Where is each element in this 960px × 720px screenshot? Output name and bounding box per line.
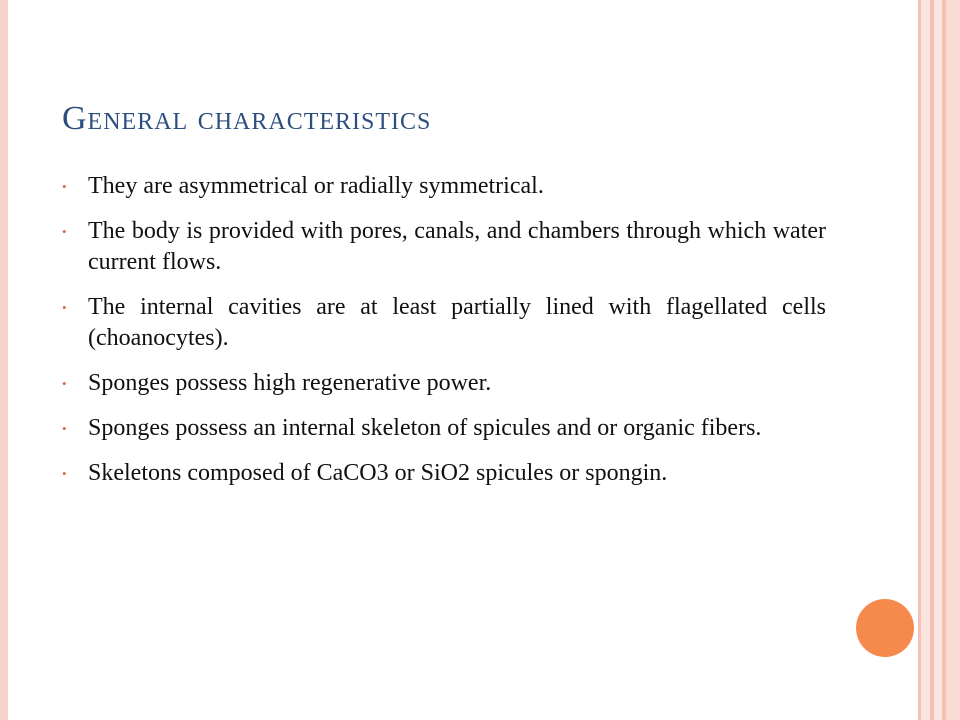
bullet-item — [62, 171, 826, 202]
bullet-text: The internal cavities are at least partially lined with flagellated cells (choanocytes). — [88, 294, 826, 351]
bullet-text: Sponges possess an internal skeleton of spicules and or organic fibers. — [88, 415, 762, 441]
bullet-text: They are asymmetrical or radially symmetrical. — [88, 173, 544, 199]
bullet-dot-icon: • — [62, 376, 67, 391]
bullet-dot-icon: • — [62, 300, 67, 315]
right-frame-stripe — [934, 0, 942, 720]
bullet-dot-icon: • — [62, 421, 67, 436]
slide-title: General characteristics — [62, 100, 432, 137]
bullet-dot-icon: • — [62, 466, 67, 481]
bullet-item — [62, 413, 826, 444]
left-frame-border — [0, 0, 8, 720]
bullet-item — [62, 458, 826, 489]
bullet-list — [62, 171, 826, 503]
bullet-text: Sponges possess high regenerative power. — [88, 370, 492, 396]
bullet-dot-icon: • — [62, 224, 67, 239]
accent-circle — [856, 599, 914, 657]
bullet-item — [62, 292, 826, 354]
bullet-item — [62, 368, 826, 399]
bullet-dot-icon: • — [62, 179, 67, 194]
bullet-text: Skeletons composed of CaCO3 or SiO2 spicules or spongin. — [88, 460, 668, 486]
right-frame-stripe — [946, 0, 960, 720]
bullet-text: The body is provided with pores, canals, and chambers through which water current flows. — [88, 218, 826, 275]
right-frame-stripe — [921, 0, 930, 720]
bullet-item — [62, 216, 826, 278]
